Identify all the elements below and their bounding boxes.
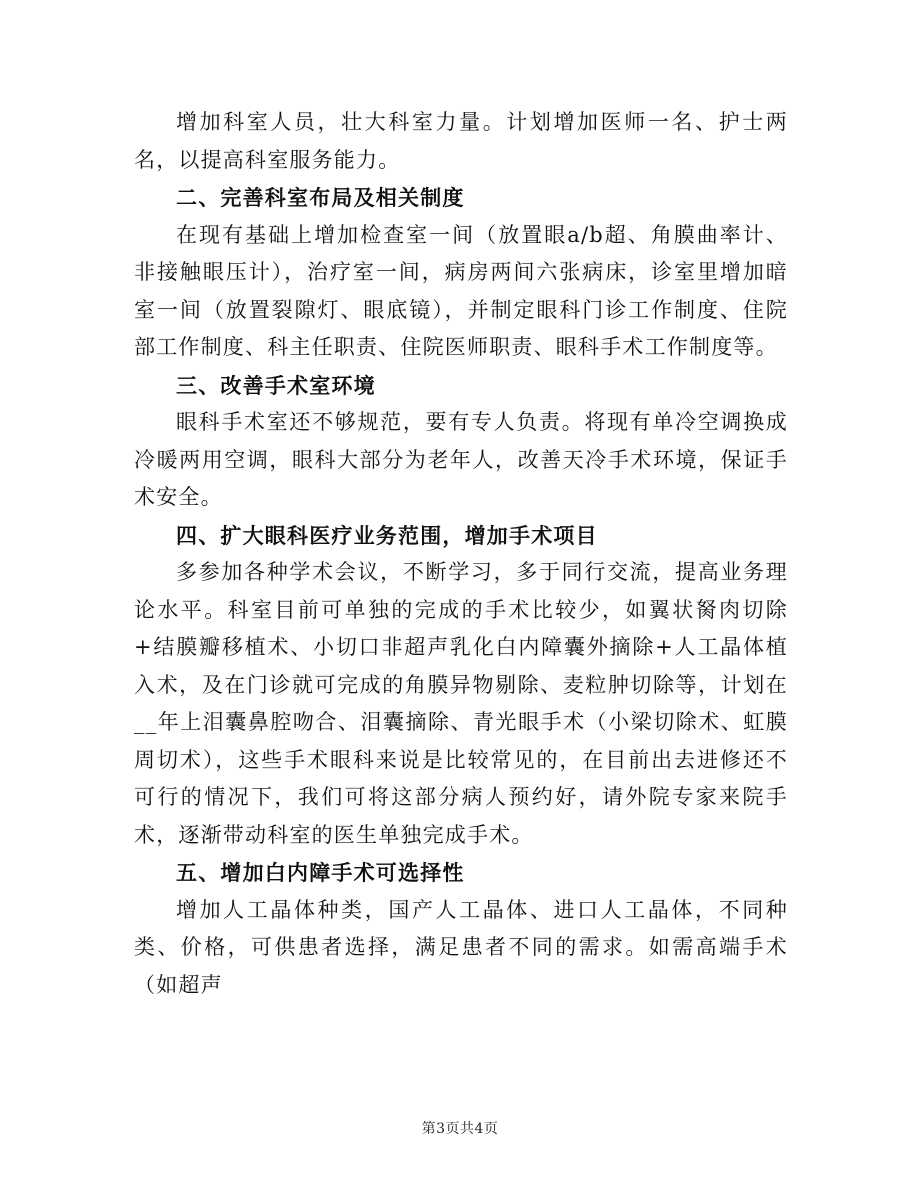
body-paragraph-operating-room: 眼科手术室还不够规范，要有专人负责。将现有单冷空调换成冷暖两用空调，眼科大部分为老年人，改善天冷手术环境，保证手术安全。 bbox=[134, 410, 788, 509]
section-heading-5: 五、增加白内障手术可选择性 bbox=[176, 860, 465, 885]
section-heading-3: 三、改善手术室环境 bbox=[176, 372, 376, 398]
section-heading-4: 四、扩大眼科医疗业务范围，增加手术项目 bbox=[176, 522, 598, 548]
body-paragraph-cataract: 增加人工晶体种类，国产人工晶体、进口人工晶体，不同种类、价格，可供患者选择，满足患者不同的需求。如需高端手术（如超声 bbox=[134, 897, 788, 997]
document-body bbox=[134, 104, 788, 1004]
section-heading-2: 二、完善科室布局及相关制度 bbox=[176, 185, 465, 210]
body-paragraph-surgery-scope: 多参加各种学术会议，不断学习，多于同行交流，提高业务理论水平。科室目前可单独的完成的手术比较少，如翼状胬肉切除+结膜瓣移植术、小切口非超声乳化白内障囊外摘除+人工晶体植入术，及在门诊就可完成的角膜异物剔除、麦粒肿切除等，计划在__年上泪囊鼻腔吻合、泪囊摘除、青光眼手术（小梁切除术、虹膜周切术），这些手术眼科来说是比较常见的，在目前出去进修还不可行的情况下，我们可将这部分病人预约好，请外院专家来院手术，逐渐带动科室的医生单独完成手术。 bbox=[134, 560, 788, 847]
page-number-footer: 第3页共4页 bbox=[421, 1121, 499, 1137]
body-paragraph-layout: 在现有基础上增加检查室一间（放置眼a/b超、角膜曲率计、非接触眼压计），治疗室一间，病房两间六张病床，诊室里增加暗室一间（放置裂隙灯、眼底镜），并制定眼科门诊工作制度、住院部工作制度、科主任职责、住院医师职责、眼科手术工作制度等。 bbox=[134, 222, 788, 359]
body-paragraph-staff: 增加科室人员，壮大科室力量。计划增加医师一名、护士两名，以提高科室服务能力。 bbox=[134, 110, 788, 172]
